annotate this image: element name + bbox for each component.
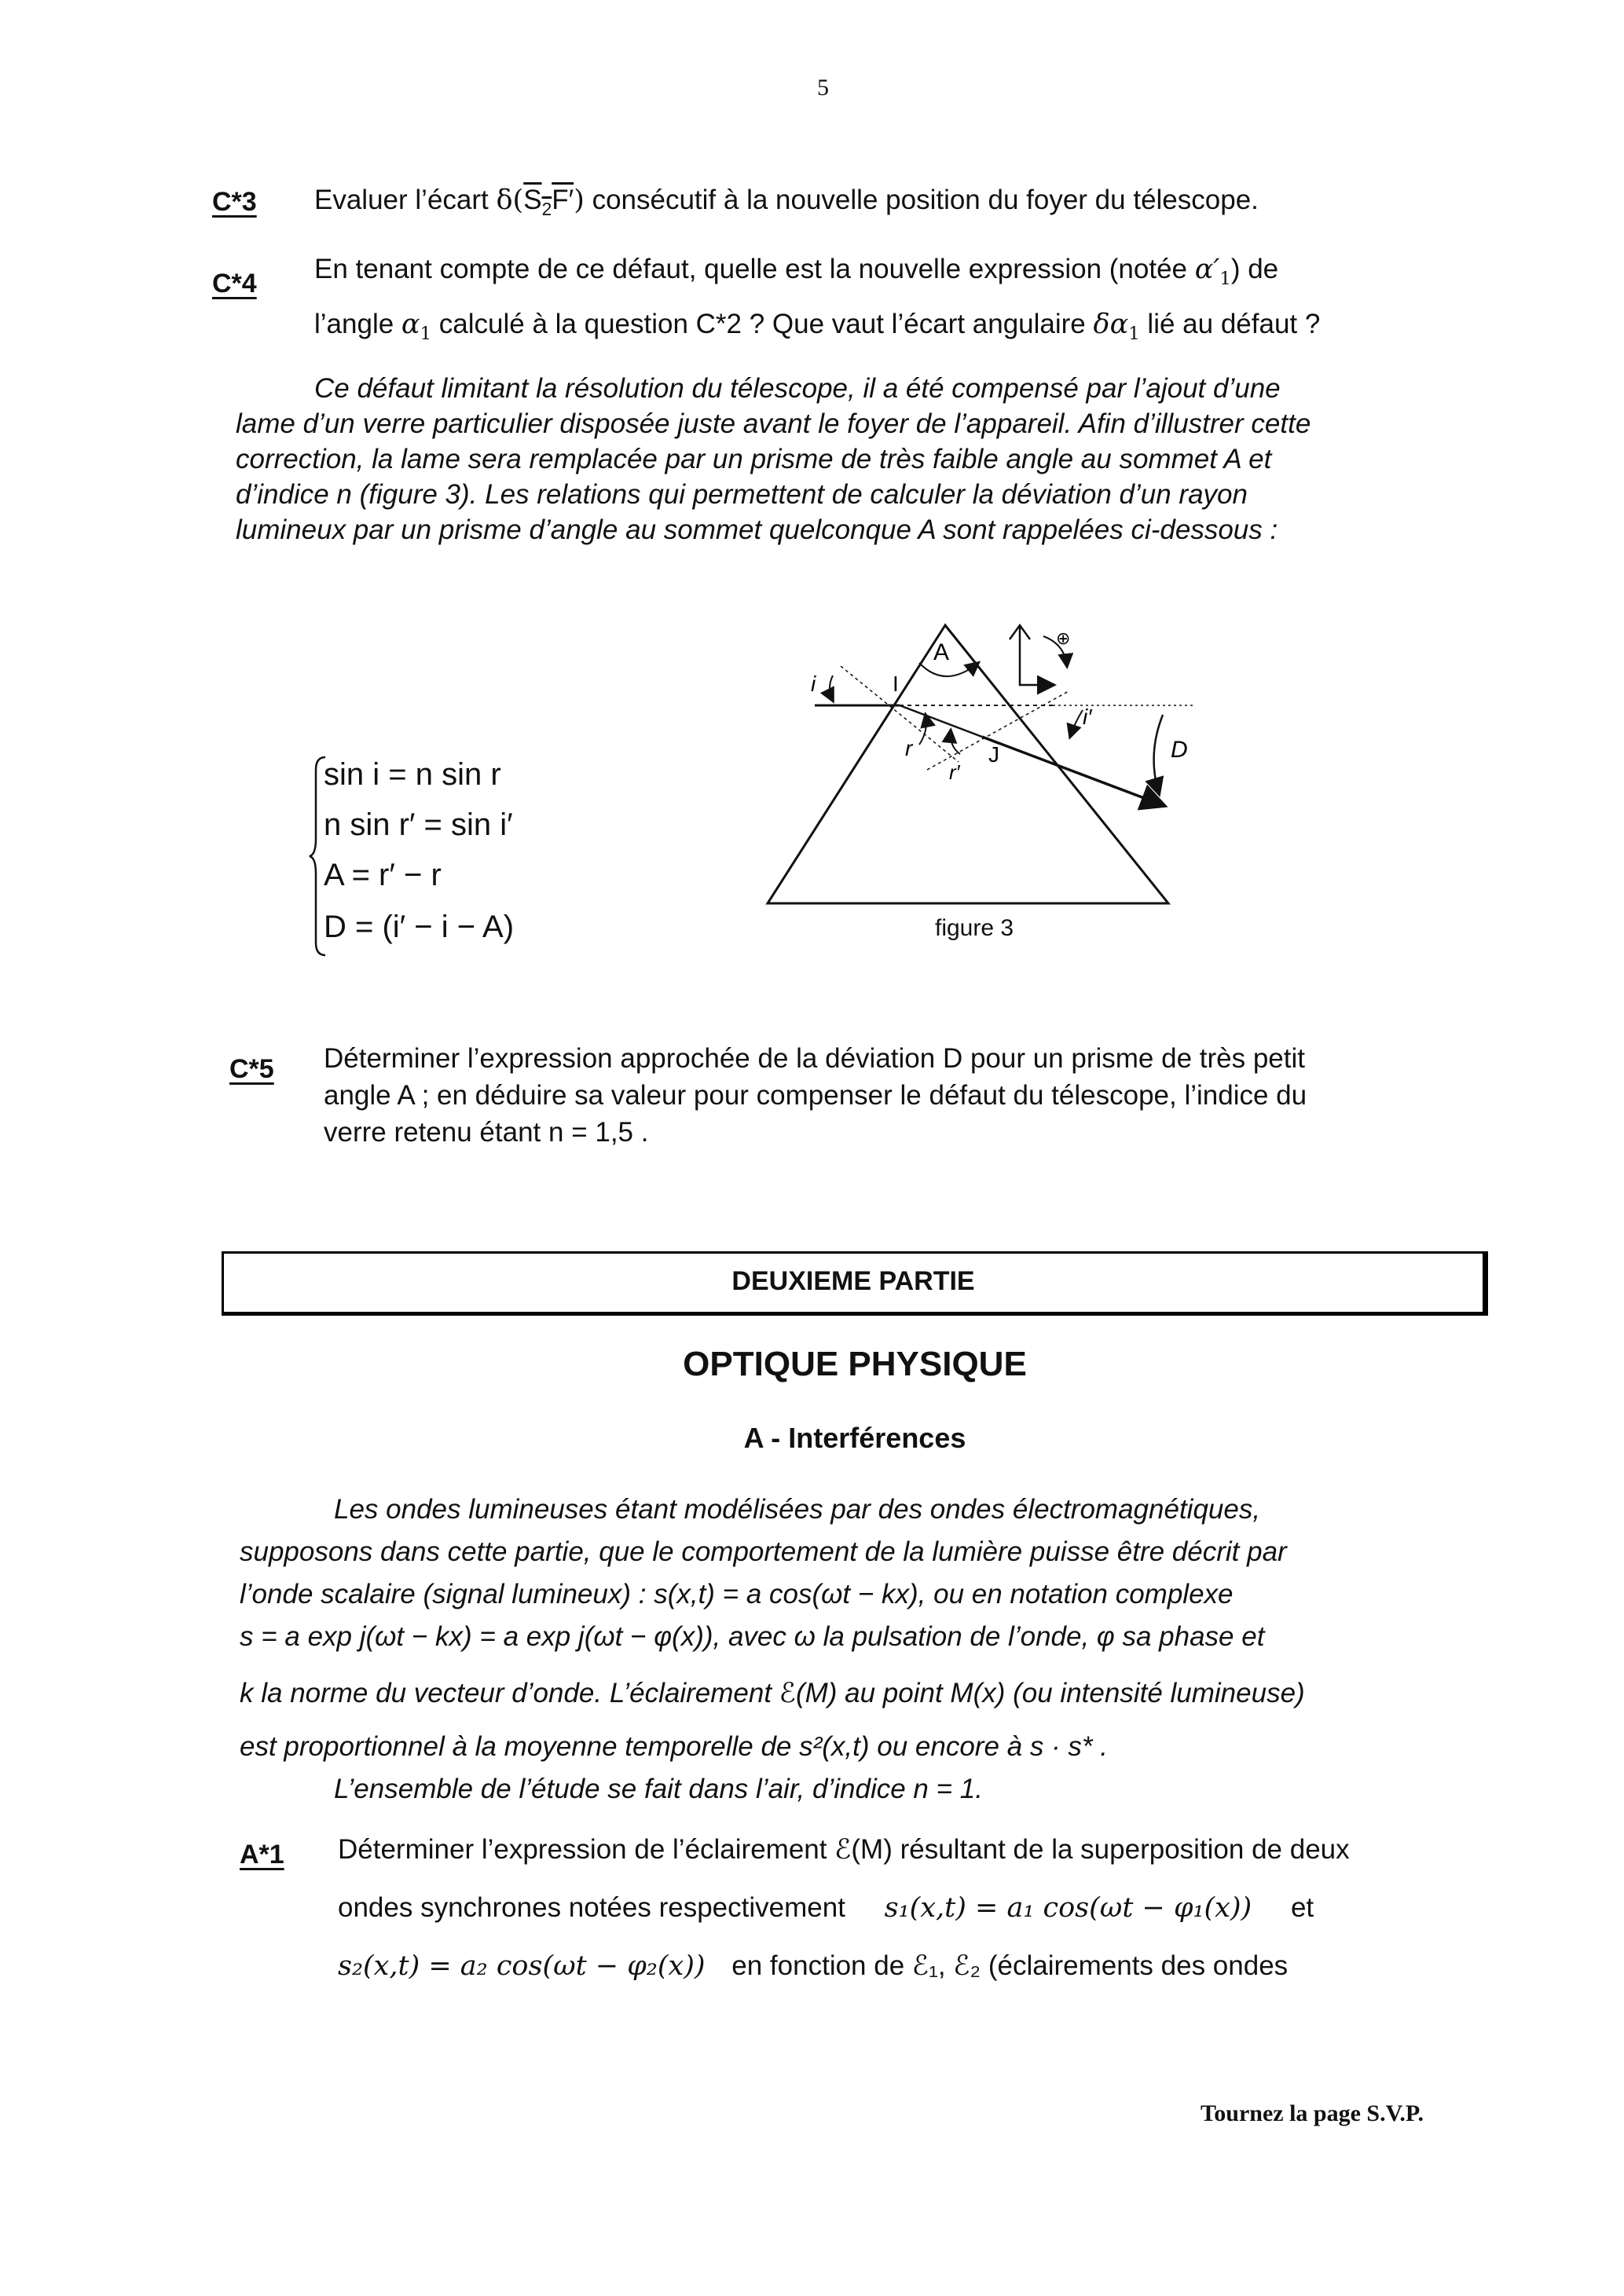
c3-text-after: consécutif à la nouvelle position du foyer du télescope. (584, 185, 1259, 215)
a1-line3-b: en fonction de ℰ₁, ℰ₂ (éclairements des ondes (731, 1950, 1289, 1981)
c3-s: S (523, 185, 542, 215)
question-text-c5 (324, 1040, 1455, 1151)
a1-line-1: Déterminer l’expression de l’éclairement ℰ(M) résultant de la superposition de deux (338, 1834, 1350, 1865)
angle-iprime-arc (1070, 710, 1083, 737)
c4-dalpha-sub: 1 (1128, 324, 1140, 344)
a1-wave-1: s₁(x,t) = a₁ cos(ωt − φ₁(x)) (884, 1892, 1252, 1924)
a1-line-2 (338, 1879, 1469, 1937)
c4-dalpha: δα (1093, 309, 1129, 340)
c5-line-2: angle A ; en déduire sa valeur pour compenser le défaut du télescope, l’indice du (324, 1080, 1307, 1111)
c4-line-2 (314, 305, 1446, 353)
equation-3: A = r′ − r (324, 858, 442, 892)
c4-line1-b: ) de (1230, 254, 1279, 284)
prism-triangle (768, 625, 1168, 903)
c5-line-1: Déterminer l’expression approchée de la déviation D pour un prisme de très petit (324, 1043, 1305, 1074)
page-number: 5 (817, 75, 829, 101)
section-box-title: DEUXIEME PARTIE (731, 1266, 975, 1296)
waves-line-4: s = a exp j(ωt − kx) = a exp j(ωt − φ(x)), avec ω la pulsation de l’onde, φ sa phase et (240, 1621, 1265, 1652)
c3-f: F′ (552, 185, 574, 215)
waves-line-6: est proportionnel à la moyenne temporelle de s²(x,t) ou encore à s · s* . (240, 1731, 1108, 1762)
waves-line-5: k la norme du vecteur d’onde. L’éclairement ℰ(M) au point M(x) (ou intensité lumineuse) (240, 1678, 1305, 1708)
intro-line-3: correction, la lame sera remplacée par un prisme de très faible angle au sommet A et (236, 444, 1272, 474)
orientation-axes (1020, 652, 1053, 685)
intro-line-1: Ce défaut limitant la résolution du télescope, il a été compensé par l’ajout d’une (314, 373, 1281, 404)
c4-line-1 (314, 250, 1446, 298)
c4-line2-b: calculé à la question C*2 ? Que vaut l’écart angulaire (431, 309, 1094, 339)
label-A: A (933, 639, 950, 665)
waves-line-2: supposons dans cette partie, que le comportement de la lumière puisse être décrit par (240, 1536, 1287, 1567)
c3-text-before: Evaluer l’écart (314, 185, 497, 215)
label-r: r (905, 736, 913, 760)
c4-line2-c: lié au défaut ? (1139, 309, 1321, 339)
intro-line-4: d’indice n (figure 3). Les relations qui permettent de calculer la déviation d’un rayon (236, 479, 1248, 510)
label-plus: ⊕ (1056, 629, 1071, 649)
intro-paragraph (236, 371, 1446, 547)
c3-delta: δ( (496, 185, 524, 216)
angle-rprime-arc (951, 731, 960, 754)
question-label-c4: C*4 (212, 269, 257, 298)
emergent-ray (982, 737, 1163, 805)
a1-wave-2: s₂(x,t) = a₂ cos(ωt − φ₂(x)) (338, 1950, 706, 1982)
label-I: I (893, 672, 899, 696)
refracted-ray (900, 705, 982, 737)
angle-i-arc (830, 676, 833, 701)
c4-alpha1: α (401, 309, 420, 340)
a1-line-3 (338, 1937, 1469, 1995)
normal-at-I (841, 666, 959, 762)
c4-alpha1p: α′ (1194, 254, 1220, 285)
question-label-c5: C*5 (229, 1054, 274, 1084)
figure-caption: figure 3 (935, 915, 1014, 941)
label-i: i (811, 672, 816, 696)
c3-close: ) (574, 185, 585, 216)
waves-line-3: l’onde scalaire (signal lumineux) : s(x,t) = a cos(ωt − kx), ou en notation complexe (240, 1579, 1234, 1609)
footer-turn-page: Tournez la page S.V.P. (1201, 2100, 1424, 2126)
label-J: J (988, 742, 999, 767)
label-D: D (1171, 737, 1188, 763)
label-iprime: i′ (1083, 705, 1092, 729)
intro-line-2: lame d’un verre particulier disposée juste avant le foyer de l’appareil. Afin d’illustrer cette (236, 408, 1311, 439)
equation-2: n sin r′ = sin i′ (324, 807, 513, 842)
question-label-c3: C*3 (212, 187, 257, 217)
label-rprime: r′ (949, 760, 960, 784)
section-subtitle: A - Interférences (743, 1422, 966, 1454)
c4-line2-a: l’angle (314, 309, 401, 339)
equation-1: sin i = n sin r (324, 757, 501, 792)
angle-r-arc (919, 715, 926, 745)
c4-alpha1p-sub: 1 (1219, 269, 1231, 289)
a1-line2-a: ondes synchrones notées respectivement (338, 1892, 845, 1923)
intro-line-5: lumineux par un prisme d’angle au sommet quelconque A sont rappelées ci-dessous : (236, 514, 1278, 545)
section-box (222, 1251, 1488, 1316)
c4-line1-a: En tenant compte de ce défaut, quelle est la nouvelle expression (notée (314, 254, 1195, 284)
c5-line-3: verre retenu étant n = 1,5 . (324, 1117, 649, 1148)
question-text-a1 (338, 1821, 1469, 1995)
question-label-a1: A*1 (240, 1840, 284, 1869)
section-title: OPTIQUE PHYSIQUE (683, 1345, 1027, 1383)
deviation-arc (1154, 715, 1163, 793)
waves-paragraph (240, 1489, 1473, 1811)
waves-line-1: Les ondes lumineuses étant modélisées par des ondes électromagnétiques, (334, 1494, 1261, 1525)
c4-alpha1-sub: 1 (420, 324, 432, 344)
equation-4: D = (i′ − i − A) (324, 910, 515, 944)
c3-s-sub: 2 (541, 199, 552, 219)
question-text-c3 (314, 181, 1259, 229)
a1-line2-c: et (1290, 1892, 1314, 1923)
c3-segment (523, 185, 574, 219)
question-text-c4 (314, 250, 1446, 353)
prism-figure (754, 613, 1226, 958)
waves-line-7: L’ensemble de l’étude se fait dans l’air, d’indice n = 1. (334, 1774, 983, 1804)
